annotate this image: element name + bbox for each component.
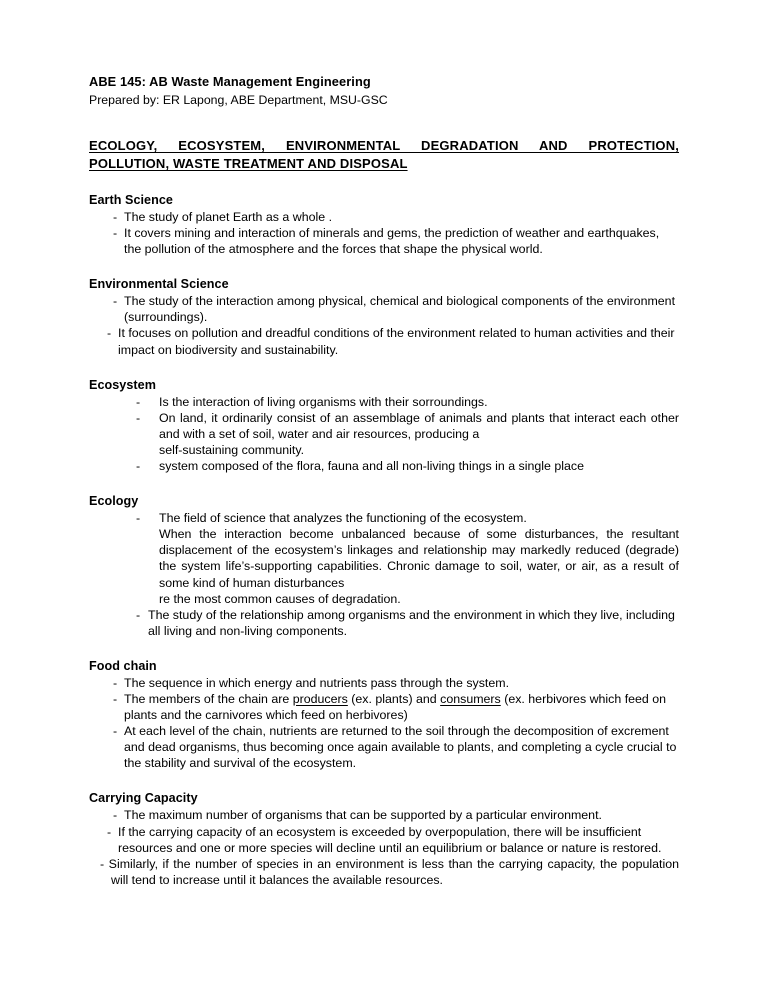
list-item xyxy=(89,510,679,607)
bullet-dash: - xyxy=(107,824,112,839)
list-item-text-firstline: The field of science that analyzes the functioning of the ecosystem. xyxy=(159,511,527,526)
list-item-text: If the carrying capacity of an ecosystem is exceeded by overpopulation, there will be insufficient resources and one or more species will decline until an equilibrium or balance or nature is restored. xyxy=(118,824,662,855)
list-item-text: It covers mining and interaction of minerals and gems, the prediction of weather and earthquakes, the pollution of the atmosphere and the forces that shape the physical world. xyxy=(124,226,660,257)
section-heading-ecology: Ecology xyxy=(89,494,139,509)
section-heading-food-chain: Food chain xyxy=(89,658,157,673)
list-item xyxy=(89,607,679,639)
list-item xyxy=(89,807,679,823)
text-fragment: (ex. plants) and xyxy=(347,691,441,706)
course-title: ABE 145: AB Waste Management Engineering xyxy=(89,74,371,89)
section-heading-environmental-science: Environmental Science xyxy=(89,277,229,292)
list-item xyxy=(89,723,679,771)
bullet-dash: - xyxy=(113,675,118,690)
list-item-text: The study of planet Earth as a whole . xyxy=(124,210,333,224)
list-item xyxy=(89,225,679,257)
bullet-list-carrying-capacity xyxy=(89,807,679,887)
underlined-term-producers: producers xyxy=(292,691,348,706)
bullet-list-environmental-science xyxy=(89,293,679,357)
list-item xyxy=(89,410,679,458)
bullet-dash: - xyxy=(136,394,141,409)
bullet-list-ecology xyxy=(89,510,679,639)
list-item-text-lastline: self-sustaining community. xyxy=(159,442,305,457)
list-item: - Similarly, if the number of species in an environment is less than the carrying capacity, the population will tend to increase until it balances the available resources. xyxy=(100,856,679,887)
section-heading-ecosystem: Ecosystem xyxy=(89,377,156,392)
list-item-text: system composed of the flora, fauna and all non-living things in a single place xyxy=(159,459,584,474)
bullet-list-ecosystem xyxy=(89,394,679,474)
bullet-list-earth-science xyxy=(89,209,679,257)
bullet-dash: - xyxy=(113,210,118,224)
section-food-chain xyxy=(89,658,679,772)
list-item-text-body: When the interaction become unbalanced because of some disturbances, the resultant displacement of the ecosystem’s linkages and relationship may markedly reduced (degrade) the system life’s-supporting capabilities. Chronic damage to soil, water, or air, as a result of some kind of human disturbances xyxy=(159,527,679,590)
bullet-dash: - xyxy=(136,607,141,622)
list-item xyxy=(89,691,679,723)
list-item-text xyxy=(124,691,679,723)
list-item xyxy=(89,325,679,357)
bullet-dash: - xyxy=(113,691,118,706)
section-environmental-science xyxy=(89,276,679,357)
bullet-dash: - xyxy=(113,724,118,739)
bullet-dash: - xyxy=(113,808,118,823)
text-fragment: The members of the chain are xyxy=(124,691,293,706)
section-ecology xyxy=(89,493,679,639)
bullet-dash: - xyxy=(107,326,112,341)
list-item-text xyxy=(159,410,679,458)
main-heading-line-1: ECOLOGY, ECOSYSTEM, ENVIRONMENTAL DEGRADATION AND PROTECTION, xyxy=(89,138,679,153)
document-body xyxy=(89,74,679,888)
list-item-text: At each level of the chain, nutrients are returned to the soil through the decomposition of excrement and dead organisms, thus becoming once again available to plants, and completing a cycle crucial to the stability and survival of the ecosystem. xyxy=(124,724,677,771)
bullet-list-food-chain xyxy=(89,675,679,772)
list-item xyxy=(89,458,679,474)
bullet-dash: - xyxy=(136,511,141,526)
bullet-dash: - xyxy=(136,459,141,474)
bullet-dash: - xyxy=(113,226,118,241)
list-item-text: The study of the relationship among organisms and the environment in which they live, including all living and non-living components. xyxy=(148,607,675,638)
section-heading-carrying-capacity: Carrying Capacity xyxy=(89,791,198,806)
list-item xyxy=(89,209,679,225)
list-item-text: The study of the interaction among physical, chemical and biological components of the environment (surroundings). xyxy=(124,294,676,325)
list-item-text: The maximum number of organisms that can be supported by a particular environment. xyxy=(124,808,602,823)
section-carrying-capacity xyxy=(89,790,679,887)
section-ecosystem xyxy=(89,377,679,474)
list-item-text: Is the interaction of living organisms with their sorroundings. xyxy=(159,394,488,409)
bullet-dash: - xyxy=(113,294,118,309)
section-earth-science xyxy=(89,192,679,257)
list-item xyxy=(89,293,679,325)
list-item xyxy=(89,394,679,410)
section-heading-earth-science: Earth Science xyxy=(89,193,173,207)
list-item xyxy=(89,824,679,856)
list-item-text: The sequence in which energy and nutrients pass through the system. xyxy=(124,675,510,690)
list-item-text xyxy=(159,510,679,607)
list-item-text-body: On land, it ordinarily consist of an assemblage of animals and plants that interact each other and with a set of soil, water and air resources, producing a xyxy=(159,410,679,441)
text-fragment: (ex. herbivores which feed on plants and the carnivores which feed on herbivores) xyxy=(124,691,667,723)
main-heading-line-2: POLLUTION, WASTE TREATMENT AND DISPOSAL xyxy=(89,156,408,171)
prepared-by-line: Prepared by: ER Lapong, ABE Department, MSU-GSC xyxy=(89,93,388,107)
underlined-term-consumers: consumers xyxy=(440,691,501,706)
main-heading xyxy=(89,137,679,173)
list-item-text: It focuses on pollution and dreadful conditions of the environment related to human activities and their impact on biodiversity and sustainability. xyxy=(118,326,675,357)
list-item xyxy=(89,675,679,691)
bullet-dash: - xyxy=(136,410,141,425)
list-item-text-lastline: re the most common causes of degradation. xyxy=(159,591,401,606)
